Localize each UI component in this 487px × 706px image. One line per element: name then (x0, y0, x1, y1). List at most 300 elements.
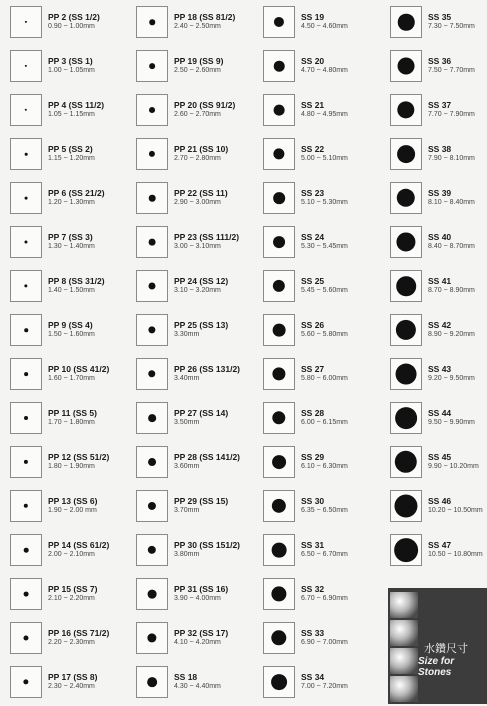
size-swatch-box (136, 226, 168, 258)
size-swatch-box (136, 358, 168, 390)
size-range: 0.90 ~ 1.00mm (48, 23, 95, 30)
size-item (259, 50, 379, 90)
size-name: SS 47 (428, 540, 452, 550)
size-name: PP 20 (SS 91/2) (174, 100, 236, 110)
size-name: SS 21 (301, 100, 325, 110)
size-range: 7.30 ~ 7.50mm (428, 23, 475, 30)
stone-photo-1 (390, 592, 418, 618)
size-swatch-box (10, 534, 42, 566)
size-swatch-box (136, 622, 168, 654)
size-name: SS 29 (301, 452, 325, 462)
size-swatch-box (10, 50, 42, 82)
size-item (6, 358, 126, 398)
stone-size-dot (147, 633, 156, 642)
stone-size-dot (148, 282, 155, 289)
stone-size-dot (23, 635, 28, 640)
stone-size-dot (25, 21, 27, 23)
stone-size-dot (271, 630, 286, 645)
size-swatch-box (390, 446, 422, 478)
size-item (6, 622, 126, 662)
size-label (48, 540, 109, 559)
size-name: SS 31 (301, 540, 325, 550)
size-label (174, 584, 228, 603)
stone-size-dot (24, 284, 27, 287)
size-label (428, 408, 475, 427)
size-swatch-box (10, 6, 42, 38)
stone-size-dot (395, 407, 417, 429)
size-swatch-box (390, 358, 422, 390)
stone-size-dot (148, 546, 156, 554)
size-name: PP 8 (SS 31/2) (48, 276, 105, 286)
stone-size-dot (149, 63, 155, 69)
size-item (132, 446, 252, 486)
size-label (174, 276, 228, 295)
size-range: 2.20 ~ 2.30mm (48, 639, 95, 646)
size-name: SS 24 (301, 232, 325, 242)
size-name: PP 15 (SS 7) (48, 584, 98, 594)
size-name: PP 11 (SS 5) (48, 408, 97, 418)
size-label (48, 672, 97, 691)
size-item (259, 6, 379, 46)
size-range: 10.20 ~ 10.50mm (428, 507, 483, 514)
stone-size-dot (271, 586, 286, 601)
size-name: SS 46 (428, 496, 452, 506)
size-item (132, 490, 252, 530)
size-item (259, 314, 379, 354)
size-range: 7.90 ~ 8.10mm (428, 155, 475, 162)
size-item (132, 622, 252, 662)
size-label (301, 628, 348, 647)
stone-size-dot (397, 189, 415, 207)
size-range: 4.80 ~ 4.95mm (301, 111, 348, 118)
size-swatch-box (263, 534, 295, 566)
size-item (132, 50, 252, 90)
size-label (174, 408, 228, 427)
stone-size-dot (149, 19, 155, 25)
size-label (48, 364, 109, 383)
size-label (48, 452, 109, 471)
size-name: PP 23 (SS 111/2) (174, 232, 240, 242)
size-label (48, 496, 97, 515)
size-name: SS 32 (301, 584, 325, 594)
size-label (48, 188, 105, 207)
size-label (174, 188, 228, 207)
size-name: PP 30 (SS 151/2) (174, 540, 240, 550)
stone-size-dot (149, 151, 155, 157)
size-item (386, 358, 487, 398)
stone-size-dot (25, 109, 27, 111)
size-range: 2.30 ~ 2.40mm (48, 683, 95, 690)
size-item (6, 6, 126, 46)
stone-size-dot (24, 240, 27, 243)
size-label (428, 452, 479, 471)
size-label (301, 232, 348, 251)
size-label (428, 56, 475, 75)
stone-size-dot (272, 367, 285, 380)
size-swatch-box (390, 138, 422, 170)
stone-size-dot (148, 326, 155, 333)
size-name: PP 9 (SS 4) (48, 320, 93, 330)
stone-size-dot (398, 58, 415, 75)
size-swatch-box (10, 578, 42, 610)
size-label (174, 56, 223, 75)
size-name: PP 2 (SS 1/2) (48, 12, 100, 22)
stone-size-dot (148, 590, 157, 599)
size-swatch-box (263, 138, 295, 170)
size-swatch-box (263, 270, 295, 302)
size-swatch-box (136, 446, 168, 478)
size-range: 7.50 ~ 7.70mm (428, 67, 475, 74)
stone-size-dot (24, 416, 28, 420)
size-label (174, 452, 240, 471)
size-item (259, 182, 379, 222)
stone-size-dot (274, 61, 285, 72)
size-item (6, 94, 126, 134)
size-label (301, 584, 348, 603)
stone-size-dot (273, 236, 285, 248)
stone-size-dot (396, 232, 415, 251)
stone-size-dot (274, 105, 285, 116)
size-item (132, 226, 252, 266)
size-item (386, 50, 487, 90)
size-label (48, 628, 109, 647)
size-item (386, 446, 487, 486)
size-swatch-box (136, 534, 168, 566)
stone-size-dot (147, 677, 157, 687)
stone-size-dot (395, 451, 417, 473)
size-range: 6.70 ~ 6.90mm (301, 595, 348, 602)
size-swatch-box (10, 314, 42, 346)
size-range: 8.70 ~ 8.90mm (428, 287, 475, 294)
size-label (174, 232, 239, 251)
size-swatch-box (10, 358, 42, 390)
size-item (259, 94, 379, 134)
size-range: 3.00 ~ 3.10mm (174, 243, 221, 250)
size-swatch-box (263, 578, 295, 610)
size-label (48, 56, 95, 75)
size-item (386, 402, 487, 442)
size-label (174, 540, 240, 559)
size-range: 4.50 ~ 4.60mm (301, 23, 348, 30)
size-range: 5.10 ~ 5.30mm (301, 199, 348, 206)
size-item (132, 94, 252, 134)
size-name: SS 20 (301, 56, 325, 66)
stone-size-dot (25, 65, 27, 67)
size-swatch-box (390, 534, 422, 566)
size-label (428, 276, 475, 295)
size-range: 1.90 ~ 2.00 mm (48, 507, 97, 514)
size-item (386, 138, 487, 178)
size-name: PP 26 (SS 131/2) (174, 364, 240, 374)
size-swatch-box (390, 50, 422, 82)
size-range: 1.20 ~ 1.30mm (48, 199, 95, 206)
stone-size-dot (394, 494, 417, 517)
stone-size-dot (396, 276, 416, 296)
size-name: SS 44 (428, 408, 452, 418)
size-name: PP 18 (SS 81/2) (174, 12, 236, 22)
size-range: 3.50mm (174, 419, 200, 426)
size-swatch-box (390, 490, 422, 522)
size-name: SS 39 (428, 188, 452, 198)
size-label (174, 12, 235, 31)
size-range: 8.90 ~ 9.20mm (428, 331, 475, 338)
size-swatch-box (10, 446, 42, 478)
size-label (301, 276, 348, 295)
size-label (301, 364, 348, 383)
stone-size-dot (149, 239, 156, 246)
size-name: PP 3 (SS 1) (48, 56, 93, 66)
size-swatch-box (263, 314, 295, 346)
size-item (6, 490, 126, 530)
size-range: 5.45 ~ 5.60mm (301, 287, 348, 294)
stone-size-dot (273, 192, 285, 204)
size-name: SS 33 (301, 628, 325, 638)
size-label (428, 320, 475, 339)
size-item (259, 226, 379, 266)
size-label (301, 452, 348, 471)
size-swatch-box (10, 622, 42, 654)
size-label (301, 56, 348, 75)
size-range: 5.30 ~ 5.45mm (301, 243, 348, 250)
stone-size-dot (398, 14, 415, 31)
size-swatch-box (136, 50, 168, 82)
size-name: PP 27 (SS 14) (174, 408, 229, 418)
size-label (428, 100, 475, 119)
size-range: 2.40 ~ 2.50mm (174, 23, 221, 30)
size-item (132, 358, 252, 398)
size-label (301, 144, 348, 163)
size-swatch-box (136, 138, 168, 170)
size-item (132, 666, 252, 706)
size-item (132, 138, 252, 178)
size-label (174, 364, 240, 383)
size-range: 6.00 ~ 6.15mm (301, 419, 348, 426)
size-swatch-box (390, 182, 422, 214)
size-label (174, 496, 228, 515)
size-swatch-box (136, 666, 168, 698)
size-swatch-box (263, 182, 295, 214)
size-range: 1.70 ~ 1.80mm (48, 419, 95, 426)
size-range: 2.00 ~ 2.10mm (48, 551, 95, 558)
stone-size-dot (396, 364, 417, 385)
size-label (48, 320, 95, 339)
size-item (132, 182, 252, 222)
size-label (48, 12, 100, 31)
size-item (6, 182, 126, 222)
size-label (174, 144, 228, 163)
size-label (174, 100, 235, 119)
size-swatch-box (10, 490, 42, 522)
size-name: PP 19 (SS 9) (174, 56, 224, 66)
size-name: PP 4 (SS 11/2) (48, 100, 105, 110)
size-item (386, 490, 487, 530)
size-range: 3.10 ~ 3.20mm (174, 287, 221, 294)
size-label (428, 144, 475, 163)
stone-size-dot (148, 458, 156, 466)
size-item (386, 270, 487, 310)
size-label (428, 12, 475, 31)
size-swatch-box (136, 402, 168, 434)
stone-size-dot (24, 328, 28, 332)
size-range: 8.10 ~ 8.40mm (428, 199, 475, 206)
size-label (48, 584, 97, 603)
size-name: PP 28 (SS 141/2) (174, 452, 240, 462)
size-name: SS 19 (301, 12, 325, 22)
size-name: PP 21 (SS 10) (174, 144, 229, 154)
size-name: SS 35 (428, 12, 452, 22)
size-name: SS 23 (301, 188, 325, 198)
size-range: 6.10 ~ 6.30mm (301, 463, 348, 470)
size-swatch-box (136, 490, 168, 522)
stone-size-dot (149, 195, 156, 202)
stone-size-dot (273, 324, 286, 337)
size-item (132, 270, 252, 310)
stone-size-dot (148, 414, 156, 422)
size-item (6, 270, 126, 310)
size-range: 1.00 ~ 1.05mm (48, 67, 95, 74)
size-item (259, 666, 379, 706)
stone-size-dot (272, 499, 286, 513)
size-name: PP 14 (SS 61/2) (48, 540, 110, 550)
size-range: 7.00 ~ 7.20mm (301, 683, 348, 690)
size-range: 3.40mm (174, 375, 200, 382)
size-item (386, 182, 487, 222)
size-label (301, 496, 348, 515)
size-label (301, 672, 348, 691)
size-range: 3.70mm (174, 507, 200, 514)
size-name: PP 12 (SS 51/2) (48, 452, 110, 462)
size-swatch-box (263, 622, 295, 654)
size-range: 6.35 ~ 6.50mm (301, 507, 348, 514)
size-item (259, 446, 379, 486)
size-label (48, 408, 97, 427)
stone-size-dot (272, 411, 285, 424)
size-item (259, 578, 379, 618)
size-range: 9.50 ~ 9.90mm (428, 419, 475, 426)
size-range: 6.90 ~ 7.00mm (301, 639, 348, 646)
size-item (259, 138, 379, 178)
size-name: PP 17 (SS 8) (48, 672, 98, 682)
size-item (259, 534, 379, 574)
size-item (132, 402, 252, 442)
stone-thumbnails (388, 588, 420, 704)
size-range: 1.80 ~ 1.90mm (48, 463, 95, 470)
size-swatch-box (390, 270, 422, 302)
size-name: PP 16 (SS 71/2) (48, 628, 110, 638)
size-swatch-box (10, 94, 42, 126)
size-label (428, 364, 475, 383)
size-range: 3.30mm (174, 331, 200, 338)
size-swatch-box (390, 94, 422, 126)
stone-size-dot (148, 370, 155, 377)
size-name: PP 24 (SS 12) (174, 276, 229, 286)
size-item (386, 534, 487, 574)
size-item (132, 6, 252, 46)
size-item (132, 314, 252, 354)
size-range: 2.50 ~ 2.60mm (174, 67, 221, 74)
size-label (174, 320, 228, 339)
size-name: SS 37 (428, 100, 452, 110)
size-label (301, 188, 348, 207)
size-range: 1.15 ~ 1.20mm (48, 155, 95, 162)
size-range: 1.60 ~ 1.70mm (48, 375, 95, 382)
size-label (174, 672, 221, 691)
size-name: PP 13 (SS 6) (48, 496, 98, 506)
size-label (48, 100, 104, 119)
size-range: 4.70 ~ 4.80mm (301, 67, 348, 74)
size-swatch-box (263, 226, 295, 258)
size-range: 9.90 ~ 10.20mm (428, 463, 479, 470)
size-label (48, 144, 95, 163)
stone-size-dot (271, 674, 287, 690)
size-swatch-box (263, 666, 295, 698)
size-range: 2.70 ~ 2.80mm (174, 155, 221, 162)
size-item (6, 578, 126, 618)
size-range: 5.80 ~ 6.00mm (301, 375, 348, 382)
stone-photo-2 (390, 620, 418, 646)
size-range: 10.50 ~ 10.80mm (428, 551, 483, 558)
stone-size-dot (273, 280, 285, 292)
stone-size-dot (274, 17, 284, 27)
size-item (6, 534, 126, 574)
size-label (428, 188, 475, 207)
size-name: SS 41 (428, 276, 452, 286)
size-name: PP 31 (SS 16) (174, 584, 229, 594)
size-label (428, 232, 475, 251)
size-swatch-box (10, 666, 42, 698)
size-name: PP 32 (SS 17) (174, 628, 229, 638)
stone-photo-3 (390, 648, 418, 674)
size-range: 9.20 ~ 9.50mm (428, 375, 475, 382)
size-swatch-box (263, 94, 295, 126)
stone-size-dot (272, 455, 286, 469)
size-label (301, 320, 348, 339)
stone-size-dot (23, 679, 28, 684)
size-name: PP 7 (SS 3) (48, 232, 93, 242)
size-swatch-box (390, 6, 422, 38)
size-name: SS 26 (301, 320, 325, 330)
size-name: SS 30 (301, 496, 325, 506)
size-swatch-box (10, 226, 42, 258)
stone-size-dot (24, 504, 28, 508)
size-item (132, 534, 252, 574)
size-name: SS 22 (301, 144, 325, 154)
stone-size-dot (394, 538, 418, 562)
size-item (6, 314, 126, 354)
size-item (386, 314, 487, 354)
size-swatch-box (263, 6, 295, 38)
size-range: 5.00 ~ 5.10mm (301, 155, 348, 162)
stone-size-dot (24, 372, 28, 376)
size-name: SS 45 (428, 452, 452, 462)
size-name: SS 18 (174, 672, 198, 682)
size-name: PP 22 (SS 11) (174, 188, 228, 198)
size-label (428, 496, 483, 515)
size-range: 2.60 ~ 2.70mm (174, 111, 221, 118)
size-item (259, 358, 379, 398)
size-label (428, 540, 483, 559)
size-swatch-box (263, 358, 295, 390)
size-range: 1.40 ~ 1.50mm (48, 287, 95, 294)
size-swatch-box (263, 50, 295, 82)
size-legend-panel (388, 588, 487, 704)
size-label (301, 100, 348, 119)
size-swatch-box (390, 402, 422, 434)
size-swatch-box (136, 182, 168, 214)
size-name: PP 10 (SS 41/2) (48, 364, 110, 374)
stone-size-dot (273, 148, 284, 159)
legend-title-cn: 水鑽尺寸 (424, 643, 468, 655)
